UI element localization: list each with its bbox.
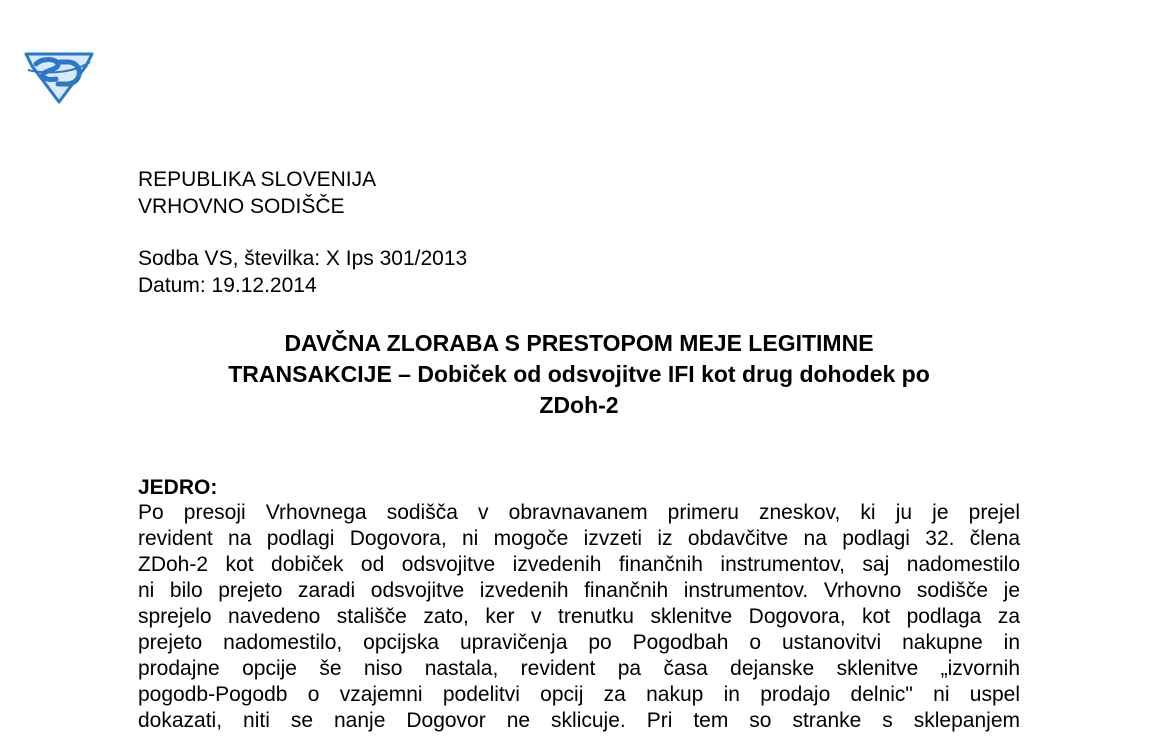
judgment-date: Datum: 19.12.2014: [138, 274, 317, 297]
country-name: REPUBLIKA SLOVENIJA: [138, 168, 377, 191]
body-line: prodajne opcije še niso nastala, revident pa časa dejanske sklenitve „izvornih: [138, 657, 1020, 680]
body-line: ni bilo prejeto zaradi odsvojitve izvedenih finančnih instrumentov. Vrhovno sodišče je: [138, 579, 1020, 602]
section-body: [138, 500, 1020, 734]
body-line: dokazati, niti se nanje Dogovor ne sklicuje. Pri tem so stranke s sklepanjem: [138, 709, 1020, 732]
body-line: Po presoji Vrhovnega sodišča v obravnavanem primeru zneskov, ki ju je prejel: [138, 501, 1020, 524]
court-logo: [22, 48, 96, 104]
document-title: [138, 328, 1020, 421]
body-line: prejeto nadomestilo, opcijska upravičenja po Pogodbah o ustanovitvi nakupne in: [138, 631, 1020, 654]
court-header: [138, 166, 376, 220]
body-line: revident na podlagi Dogovora, ni mogoče izvzeti iz obdavčitve na podlagi 32. člena: [138, 527, 1020, 550]
title-line-3: ZDoh-2: [539, 392, 619, 418]
section-heading: JEDRO:: [138, 476, 218, 499]
title-line-2: TRANSAKCIJE – Dobiček od odsvojitve IFI kot drug dohodek po: [228, 361, 930, 387]
title-line-1: DAVČNA ZLORABA S PRESTOPOM MEJE LEGITIMNE: [284, 330, 874, 356]
body-line: ZDoh-2 kot dobiček od odsvojitve izvedenih finančnih instrumentov, saj nadomestilo: [138, 553, 1020, 576]
case-number: Sodba VS, številka: X Ips 301/2013: [138, 247, 468, 270]
body-line: pogodb-Pogodb o vzajemni podelitvi opcij za nakup in prodajo delnic" ni uspel: [138, 683, 1020, 706]
judgment-meta: [138, 245, 467, 299]
court-name: VRHOVNO SODIŠČE: [138, 195, 345, 218]
body-line: sprejelo navedeno stališče zato, ker v trenutku sklenitve Dogovora, kot podlaga za: [138, 605, 1020, 628]
sd-shield-logo-icon: [22, 48, 96, 104]
